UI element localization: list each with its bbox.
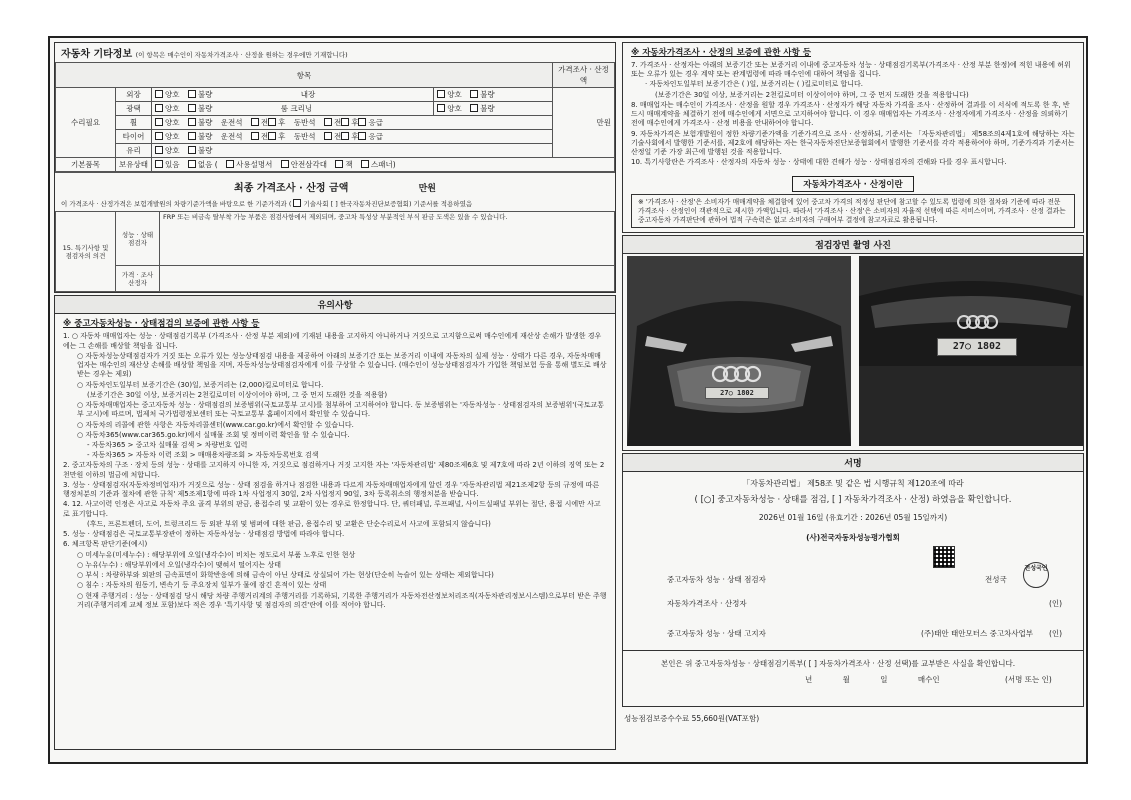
col-price: 가격조사 · 산정액 [553,63,615,88]
checkbox[interactable] [470,104,478,112]
special-label: 15. 특기사항 및 점검자의 의견 [56,212,116,292]
appraiser-seal: (인) [1049,599,1063,609]
checkbox[interactable] [358,132,366,140]
checkbox[interactable] [324,132,332,140]
sign-org: (사)전국자동차성능평가협회 [806,533,900,543]
list-item: (보증기간은 30일 이상, 보증거리는 2천킬로미터 이상이어야 하며, 그 중 먼저 도래한 것을 적용합니다) [655,90,969,99]
special-notes-table [55,211,615,292]
checkbox[interactable] [437,104,445,112]
price-warranty-title: ※ 자동차가격조사 · 산정의 보증에 관한 사항 등 [631,48,812,58]
checkbox[interactable] [188,90,196,98]
checkbox[interactable] [341,118,349,126]
checkbox[interactable] [437,90,445,98]
exterior-opts: 양호 불량 내장 [152,88,434,102]
right-column [622,42,1084,760]
list-item: ○ 자동차365(www.car365.go.kr)에서 실매물 조회 및 정비이력 확인을 할 수 있습니다. [77,430,350,439]
checkbox[interactable] [341,132,349,140]
photo-front [627,256,851,446]
checkbox[interactable] [324,118,332,126]
front-plate: 27○ 1802 [705,387,769,399]
checkbox[interactable] [251,118,259,126]
appraiser-label: 자동차가격조사 · 산정자 [667,599,747,609]
list-item: ○ 자동차성능상태점검자가 거짓 또는 오류가 있는 성능상태점검 내용을 제공하여 아래의 보증기간 또는 보증거리 이내에 자동차의 실제 성능 · 상태가 다른 경우, 자동차매매업자는 매수인의 재산상 손해를 배상할 책임을 지며, 자동차성능상태점검자에게 이를 구상할 수 있습니다. (매수인이 성능상태점검자가 가입한 책임보험 등을 통해 별도로 배상받는 경우는 제외) [77,351,607,379]
sign-date: 2026년 01월 16일 (유효기간 : 2026년 05월 15일까지) [758,513,948,523]
row-interior: 내장 [300,90,316,99]
price-unit: 만원 [553,88,615,158]
list-item: (후드, 프론트펜더, 도어, 트렁크리드 등 외판 부위 및 범퍼에 대한 판금, 용접수리 및 교환은 단순수리로서 사고에 포함되지 않습니다) [87,519,491,528]
checkbox[interactable] [155,146,163,154]
price-warranty-section [622,42,1084,233]
list-item: 5. 성능 · 상태점검은 국토교통부장관이 정하는 자동차성능 · 상태점검 방법에 따라야 합니다. [63,530,345,539]
left-column [54,42,616,760]
list-item: ○ 부식 : 차량하부와 외판의 금속표면이 화학반응에 의해 금속이 아닌 상태로 상실되어 가는 현상(단순히 녹슬어 있는 상태는 제외합니다) [77,571,494,580]
signature-section [622,453,1084,707]
what-is-text: ※ '가격조사 · 산정'은 소비자가 매매계약을 체결함에 있어 중고차 가격의 적정성 판단에 참고할 수 있도록 법령에 의한 절차와 기준에 따라 전문 가격조사 · 산정인이 객관적으로 제시한 가액입니다. 따라서 '가격조사 · 산정'은 소비자의 자율적 선택에 따른 서비스이며, 가격조사 · 산정 결과는 중고자동차 가격판단에 관하여 법적 구속력은 없고 소비자의 구매여부 결정에 참고자료로 활용됩니다. [631,194,1075,229]
checkbox[interactable] [358,118,366,126]
row-exterior: 외장 [116,88,152,102]
fee-text: 성능점검보증수수료 55,660원(VAT포함) [624,714,760,724]
receipt-date: 년 월 일 매수인 [805,675,940,685]
list-item: 1. ○ 자동차 매매업자는 성능 · 상태점검기록부 (가격조사 · 산정 부분 제외)에 기재된 내용을 고지하지 아니하거나 거짓으로 고지함으로써 매수인에게 재산상 손해가 발생한 경우에는 그 손해를 배상할 책임을 집니다. [63,332,602,350]
list-item: 10. 특기사항란은 가격조사 · 산정자의 자동차 성능 · 상태에 대한 견해가 성능 · 상태점검자의 견해와 다를 경우 표시합니다. [631,158,1007,167]
final-price-unit: 만원 [418,184,436,194]
row-cleaning: 룸 크리닝 [280,104,313,113]
list-item: 6. 체크항목 판단기준(예시) [63,540,148,549]
checkbox[interactable] [470,90,478,98]
special-inspector-text: FRP 또는 비금속 탈부착 가능 부품은 점검사항에서 제외되며, 중고차 특성상 부분적인 부식 판금 도색은 있을 수 있습니다. [160,212,615,266]
list-item: 8. 매매업자는 매수인이 가격조사 · 산정을 원할 경우 가격조사 · 산정자가 해당 자동차 가격을 조사 · 산정하여 결과를 이 서식에 적도록 한 후, 반드시 매매계약을 체결하기 전에 매수인에게 서면으로 고지하여야 합니다. 이 경우 매매업자는 가격조사 · 산정자에게 가격조사 · 산정을 의뢰하기 전에 매수인에게 가격조사 · 산정 비용을 안내하여야 합니다. [631,100,1070,128]
basic-status: 보유상태 [116,158,152,172]
list-item: ○ 누유(누수) : 해당부위에서 오일(냉각수)이 맺혀서 떨어지는 상태 [77,560,282,569]
list-item: · 자동차인도일부터 보증기간은 ( )일, 보증거리는 ( )킬로미터로 합니다. [645,80,863,89]
special-appraiser: 가격 · 조사 산정자 [116,266,160,292]
checkbox[interactable] [155,160,163,168]
sign-line1: 「자동차관리법」 제58조 및 같은 법 시행규칙 제120조에 따라 [742,479,964,489]
inspector-name: 전성국 [985,575,1007,585]
final-price-note: 이 가격조사 · 산정가격은 보험개발원의 차량기준가액을 바탕으로 한 기준가격과 ( 기술사회 [ ] 한국자동차진단보증협회) 기준서를 적용하였음 [61,200,473,208]
checkbox[interactable] [155,132,163,140]
buyer-sign: (서명 또는 인) [1005,675,1052,685]
row-glass: 유리 [116,144,152,158]
checkbox[interactable] [361,160,369,168]
basic-label: 기본품목 [56,158,116,172]
list-item: 3. 성능 · 상태점검자(자동차정비업자)가 거짓으로 성능 · 상태 점검을 하거나 점검한 내용과 다르게 자동차매매업자에게 알린 경우 '자동차관리법 제21조제2항 등의 규정에 따른 행정처분의 기준과 절차에 관한 규칙' 제5조제1항에 따라 1차 사업정지 30일, 2차 사업정지 90일, 3차 등록취소의 행정처분을 받습니다. [63,480,600,499]
other-info-table: 항목 가격조사 · 산정액 수리필요 외장 양호 불량 내장 양호 불량 만원 광택 양호 불량 룸 크리닝 양호 불량 휠 양호 불량 운전석 전 후 동반석 전 후 응급 타이어 양호 불량 운전석 전 후 동반석 전 후 응급 유리 양호 불량 기본품목 보유상태 있음 없음 ( 사용설명서 안전삼각대 잭 스패너) [55,62,615,172]
other-info-section [54,42,616,293]
row-tire: 타이어 [116,130,152,144]
photo-rear [859,256,1083,446]
sign-line2: ( [○] 중고자동차성능 · 상태를 점검, [ ] 자동차가격조사 · 산정) 하였음을 확인합니다. [694,495,1012,506]
checkbox[interactable] [251,132,259,140]
inspector-label: 중고자동차 성능 · 상태 점검자 [667,575,766,585]
what-is-title: 자동차가격조사 · 산정이란 [792,176,913,192]
checkbox[interactable] [226,160,234,168]
list-item: ○ 자동차매매업자는 중고자동차 성능 · 상태점검의 보증범위(국토교통부 고시)를 첨부하여 고지하여야 합니다. 동 보증범위는 '자동차성능 · 상태점검자의 보증범위'(국토교통부 고시)에 따르며, 법제처 국가법령정보센터 또는 국토교통부 홈페이지에서 확인할 수 있습니다. [77,401,605,419]
list-item: 2. 중고자동차의 구조 · 장치 등의 성능 · 상태를 고지하지 아니한 자, 거짓으로 점검하거나 거짓 고지한 자는 '자동차관리법' 제80조제6호 및 제7호에 따라 2년 이하의 징역 또는 2천만원 이하의 벌금에 처합니다. [63,461,605,479]
list-item: - 자동차365 > 자동차 이력 조회 > 매매용차량조회 > 자동차등록번호 검색 [87,451,319,460]
receipt-text: 본인은 위 중고자동차성능 · 상태점검기록부( [ ] 자동차가격조사 · 산정 선택)를 교부받은 사실을 확인합니다. [661,659,1016,669]
checkbox[interactable] [188,160,196,168]
other-info-header [55,43,615,62]
caution-title: 유의사항 [55,296,615,314]
list-item: 9. 자동차가격은 보험개발원이 정한 차량기준가액을 기준가격으로 조사 · 산정하되, 기준서는 「자동차관리법」 제58조의4제1호에 해당하는 자는 기술사회에서 발행한 기준서를, 제2호에 해당하는 자는 한국자동차진단보증협회에서 발행한 기준서를 각각 적용하여야 하며, 기준가격과 기준서는 산정일 기준 가장 최근에 발행된 것을 적용합니다. [631,129,1075,157]
qr-code [933,546,955,568]
basic-opts: 있음 없음 ( 사용설명서 안전삼각대 잭 스패너) [152,158,615,172]
photo-section [622,235,1084,451]
notifier-name: (주)태안 태안모터스 중고차사업부 [921,629,1034,639]
final-price-row [55,172,615,198]
car-front-photo [627,256,851,446]
list-item: - 자동차365 > 중고차 실매물 검색 > 차량번호 입력 [87,441,248,450]
checkbox[interactable] [188,118,196,126]
list-item: ○ 자동차의 리콜에 관한 사항은 자동차리콜센터(www.car.go.kr)에서 확인할 수 있습니다. [77,420,354,429]
checkbox[interactable] [293,199,301,207]
repair-label: 수리필요 [56,88,116,158]
notifier-label: 중고자동차 성능 · 상태 고지자 [667,629,766,639]
rear-plate: 27○ 1802 [937,338,1017,356]
checkbox[interactable] [155,104,163,112]
final-price-title: 최종 가격조사 · 산정 금액 [234,183,349,194]
checkbox[interactable] [268,118,276,126]
notifier-seal: (인) [1049,629,1063,639]
inspector-stamp: 전성국인 [1023,562,1049,588]
other-info-note: (이 항목은 매수인이 자동차가격조사 · 산정을 원하는 경우에만 기재합니다) [135,51,348,59]
row-wheel: 휠 [116,116,152,130]
photo-title: 점검장면 촬영 사진 [623,236,1083,254]
caution-list [55,332,615,610]
list-item: ○ 미세누유(미세누수) : 해당부위에 오일(냉각수)이 비치는 정도로서 부품 노후로 인한 현상 [77,550,356,559]
list-item: 7. 가격조사 · 산정자는 아래의 보증기간 또는 보증거리 이내에 중고자동차 성능 · 상태점검기록부(가격조사 · 산정 부분 한정)에 적힌 내용에 허위 또는 오류가 있는 경우 계약 또는 관계법령에 따라 매수인에 대하여 책임을 집니다. [631,61,1071,79]
checkbox[interactable] [155,118,163,126]
list-item: 4. 12. 사고이력 인정은 사고로 자동차 주요 골격 부위의 판금, 용접수리 및 교환이 있는 경우로 한정합니다. 단, 쿼터패널, 루프패널, 사이드실패널 부위는 절단, 용접 시에만 사고로 표기합니다. [63,500,601,518]
row-gloss: 광택 [116,102,152,116]
buyer-label: 매수인 [917,675,940,685]
checkbox[interactable] [281,160,289,168]
checkbox[interactable] [335,160,343,168]
signature-title: 서명 [623,454,1083,472]
checkbox[interactable] [188,132,196,140]
col-item: 항목 [56,63,553,88]
other-info-title: 자동차 기타정보 [61,49,133,60]
list-item: ○ 자동차인도일부터 보증기간은 (30)일, 보증거리는 (2,000)킬로미터로 합니다. [77,380,324,389]
special-inspector: 성능 · 상태 점검자 [116,212,160,266]
list-item: ○ 현재 주행거리 : 성능 · 상태점검 당시 해당 차량 주행거리계의 주행거리를 기록하되, 기록한 주행거리가 자동차전산정보처리조직(자동차관리정보시스템)으로부터 받은 주행거리(주행거리계 교체 정보 포함)보다 적은 경우 '특기사항 및 점검자의 의견'란에 이를 적어야 합니다. [77,591,607,609]
warranty-title: ※ 중고자동차성능 · 상태점검의 보증에 관한 사항 등 [63,319,260,330]
checkbox[interactable] [155,90,163,98]
list-item: ○ 침수 : 자동차의 원동기, 변속기 등 주요장치 일부가 물에 잠긴 흔적이 있는 상태 [77,581,327,590]
price-warranty-list [623,61,1083,168]
checkbox[interactable] [268,132,276,140]
list-item: (보증기간은 30일 이상, 보증거리는 2천킬로미터 이상이어야 하며, 그 중 먼저 도래한 것을 적용함) [87,390,388,399]
checkbox[interactable] [188,104,196,112]
checkbox[interactable] [188,146,196,154]
interior-opts: 양호 불량 [434,88,553,102]
caution-section [54,295,616,750]
inspection-document [48,36,1088,764]
